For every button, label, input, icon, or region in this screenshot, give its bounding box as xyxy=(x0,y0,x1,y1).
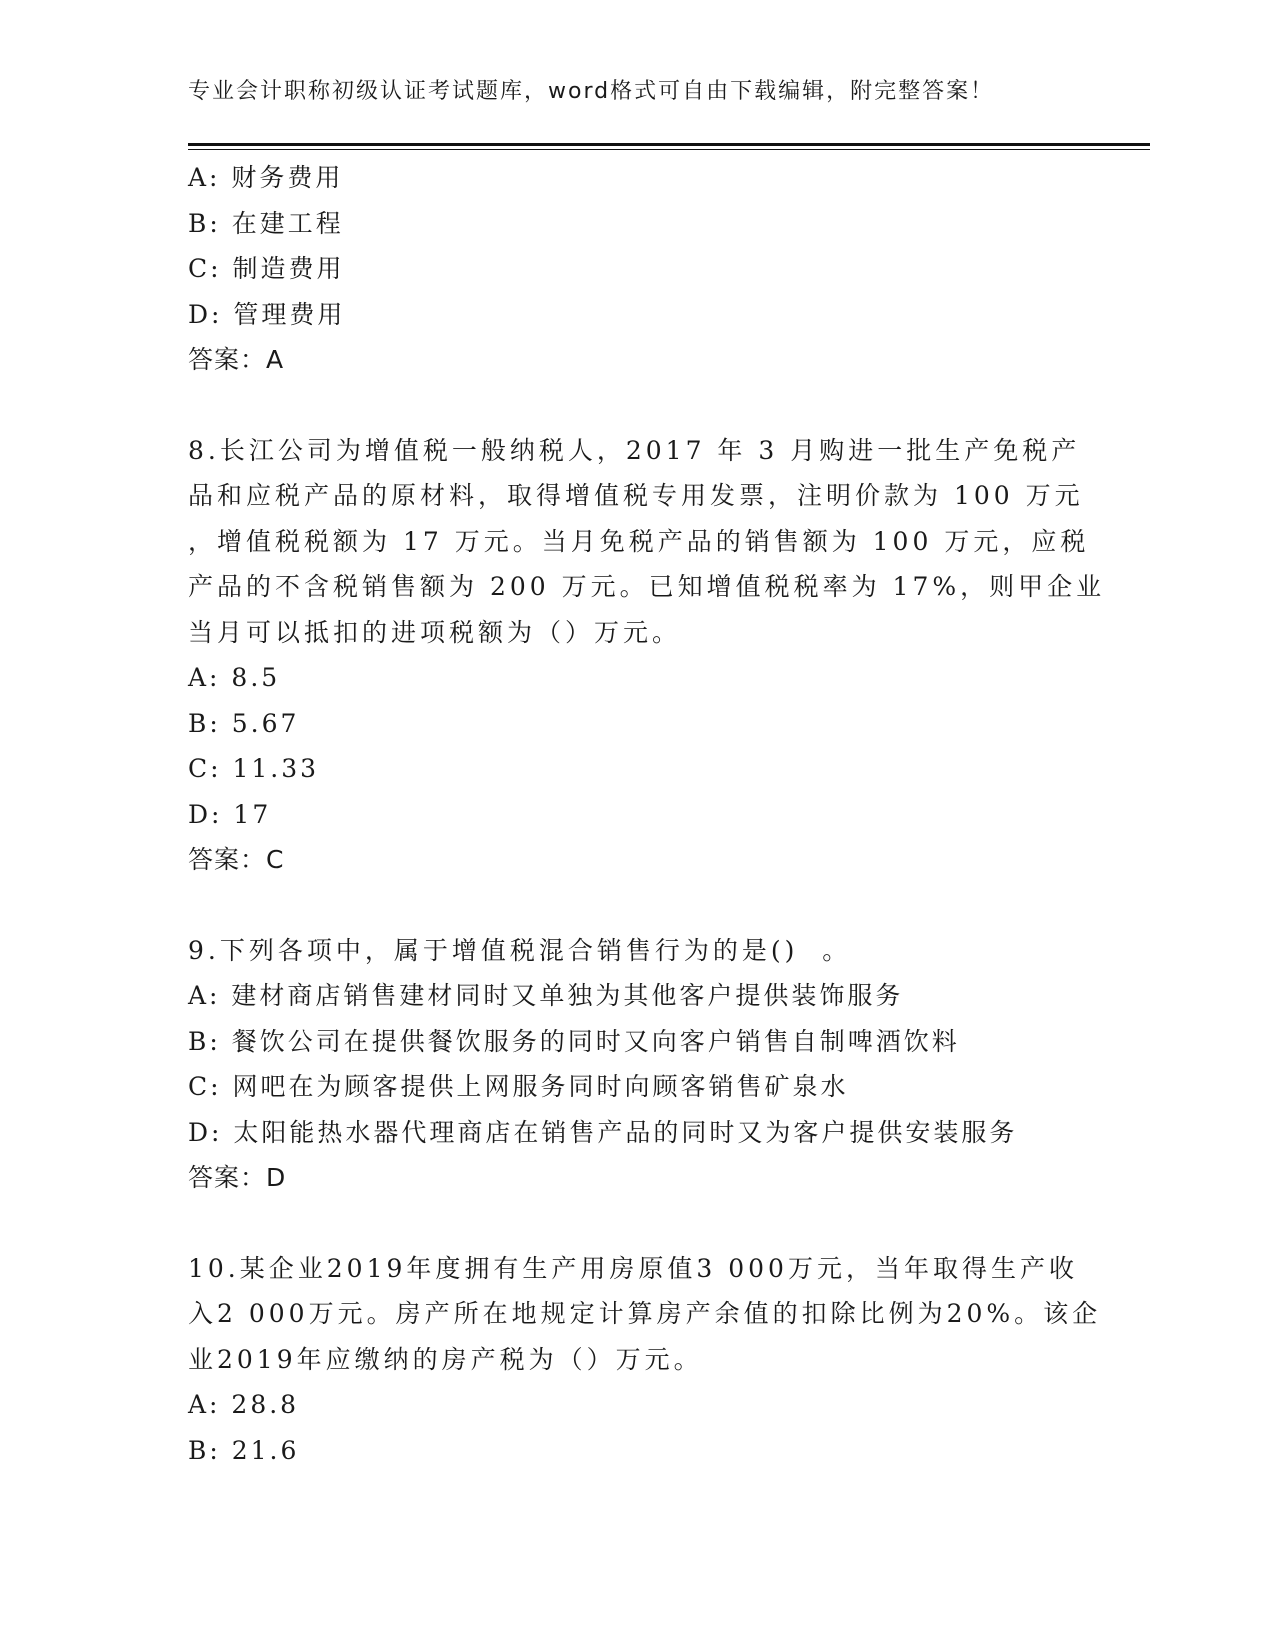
question-stem-line: 业2019年应缴纳的房产税为（）万元。 xyxy=(188,1344,703,1374)
option-a: A: 8.5 xyxy=(188,663,281,692)
question-stem-line: 产品的不含税销售额为 200 万元。已知增值税税率为 17%，则甲企业 xyxy=(188,572,1106,601)
option-d: D: 太阳能热水器代理商店在销售产品的同时又为客户提供安装服务 xyxy=(188,1117,1018,1147)
question-10 xyxy=(188,1246,1102,1474)
question-stem-line: 当月可以抵扣的进项税额为（）万元。 xyxy=(188,617,682,647)
header-rule-thin xyxy=(188,149,1150,150)
option-b: B: 21.6 xyxy=(188,1435,300,1465)
answer-label: 答案：D xyxy=(188,1163,287,1192)
option-c: C: 11.33 xyxy=(188,754,320,783)
option-d: D: 管理费用 xyxy=(188,299,346,329)
option-b: B: 5.67 xyxy=(188,708,300,738)
question-stem-line: ，增值税税额为 17 万元。当月免税产品的销售额为 100 万元，应税 xyxy=(188,526,1090,556)
option-c: C: 网吧在为顾客提供上网服务同时向顾客销售矿泉水 xyxy=(188,1072,849,1101)
header-rule-thick xyxy=(188,143,1150,146)
question-9 xyxy=(188,928,1088,1201)
option-c: C: 制造费用 xyxy=(188,254,345,283)
option-a: A: 财务费用 xyxy=(188,163,344,192)
question-stem-line: 10.某企业2019年度拥有生产用房原值3 000万元，当年取得生产收 xyxy=(188,1253,1078,1283)
question-stem-line: 9.下列各项中，属于增值税混合销售行为的是() 。 xyxy=(188,935,852,965)
answer-label: 答案：C xyxy=(188,845,285,874)
question-7 xyxy=(188,155,1088,383)
option-a: A: 建材商店销售建材同时又单独为其他客户提供装饰服务 xyxy=(188,981,904,1010)
question-stem-line: 入2 000万元。房产所在地规定计算房产余值的扣除比例为20%。该企 xyxy=(188,1299,1102,1328)
option-a: A: 28.8 xyxy=(188,1390,300,1419)
option-b: B: 在建工程 xyxy=(188,208,344,238)
question-content xyxy=(188,155,1106,1473)
option-b: B: 餐饮公司在提供餐饮服务的同时又向客户销售自制啤酒饮料 xyxy=(188,1026,960,1056)
question-stem-line: 品和应税产品的原材料，取得增值税专用发票，注明价款为 100 万元 xyxy=(188,481,1084,510)
option-d: D: 17 xyxy=(188,799,272,829)
answer-label: 答案：A xyxy=(188,345,285,374)
question-8 xyxy=(188,428,1106,883)
page-header: 专业会计职称初级认证考试题库，word格式可自由下载编辑，附完整答案！ xyxy=(188,79,995,104)
question-stem-line: 8.长江公司为增值税一般纳税人，2017 年 3 月购进一批生产免税产 xyxy=(188,435,1081,465)
